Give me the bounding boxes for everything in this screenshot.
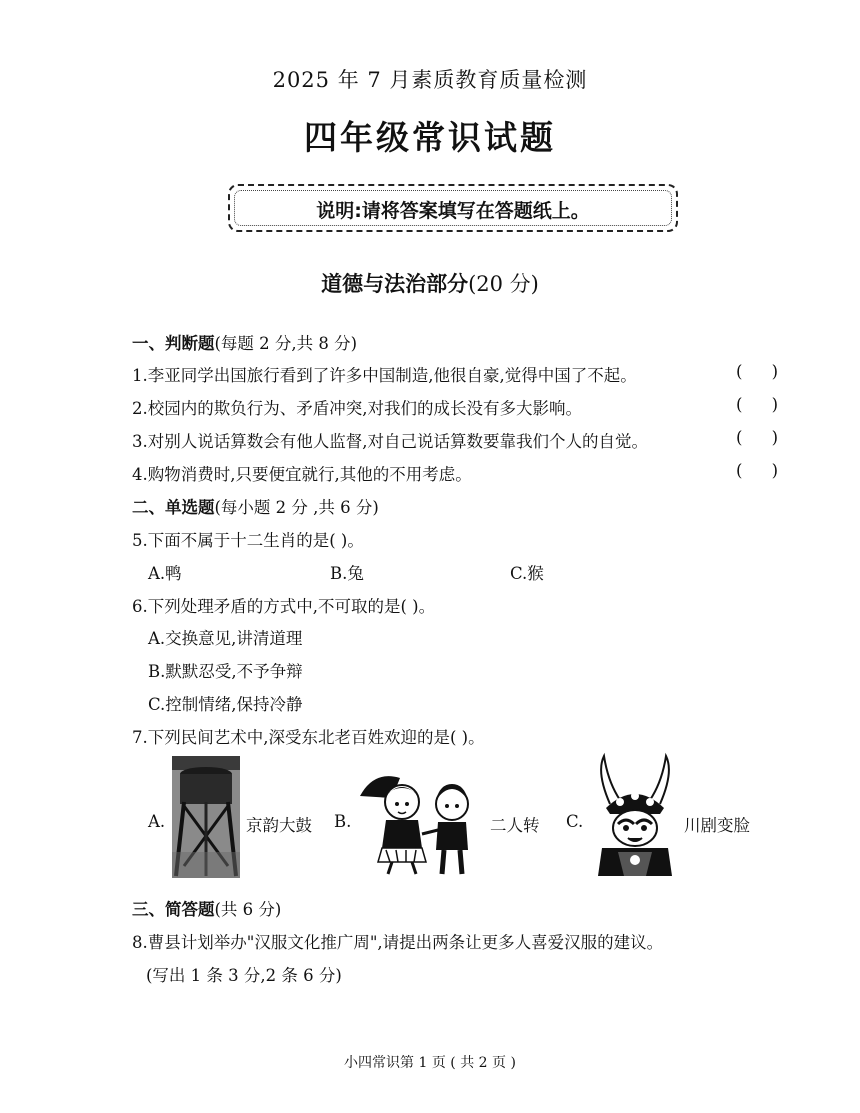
q7-option-c-label: 川剧变脸: [684, 816, 750, 835]
notice-text: 说明:请将答案填写在答题纸上。: [316, 200, 590, 222]
part3-score: (共 6 分): [214, 900, 282, 919]
errenzhuan-dancers-image: [356, 764, 486, 876]
part2-heading-row: [132, 494, 379, 518]
q7-option-a-label: 京韵大鼓: [246, 816, 312, 835]
question-7: 7.下列民间艺术中,深受东北老百姓欢迎的是( )。: [132, 728, 485, 747]
part3-heading: 三、简答题: [132, 900, 215, 919]
question-8-note: (写出 1 条 3 分,2 条 6 分): [146, 966, 342, 985]
paren-close: ): [771, 395, 778, 414]
part2-heading: 二、单选题: [132, 498, 215, 517]
question-3: 3.对别人说话算数会有他人监督,对自己说话算数要靠我们个人的自觉。: [132, 432, 648, 451]
question-5: 5.下面不属于十二生肖的是( )。: [132, 531, 364, 550]
paren-close: ): [771, 428, 778, 447]
page-footer: 小四常识第 1 页 ( 共 2 页 ): [344, 1055, 516, 1071]
paren-open: (: [736, 362, 743, 381]
answer-paren-1[interactable]: [736, 362, 778, 381]
answer-paren-3[interactable]: [736, 428, 778, 447]
paren-open: (: [736, 428, 743, 447]
q7-option-c-letter[interactable]: C.: [566, 812, 584, 831]
section-score: (20 分): [468, 272, 539, 296]
question-8: 8.曹县计划举办"汉服文化推广周",请提出两条让更多人喜爱汉服的建议。: [132, 933, 664, 952]
question-1: 1.李亚同学出国旅行看到了许多中国制造,他很自豪,觉得中国了不起。: [132, 366, 637, 385]
sichuan-opera-mask-image: [590, 752, 680, 878]
q6-option-a[interactable]: A.交换意见,讲清道理: [148, 629, 303, 648]
exam-supertitle: 2025 年 7 月素质教育质量检测: [272, 68, 588, 92]
part1-heading: 一、判断题: [132, 334, 215, 353]
q7-option-b-label: 二人转: [490, 816, 540, 835]
exam-title: 四年级常识试题: [304, 118, 556, 157]
section-title: [0, 268, 860, 298]
question-4: 4.购物消费时,只要便宜就行,其他的不用考虑。: [132, 465, 472, 484]
question-6: 6.下列处理矛盾的方式中,不可取的是( )。: [132, 597, 436, 616]
notice-box: [228, 184, 678, 232]
q5-option-a[interactable]: A.鸭: [148, 564, 182, 583]
question-2: 2.校园内的欺负行为、矛盾冲突,对我们的成长没有多大影响。: [132, 399, 582, 418]
paren-close: ): [771, 362, 778, 381]
part3-heading-row: [132, 896, 281, 920]
q5-option-c[interactable]: C.猴: [510, 564, 544, 583]
paren-open: (: [736, 395, 743, 414]
q7-option-b-letter[interactable]: B.: [334, 812, 352, 831]
q5-option-b[interactable]: B.兔: [330, 564, 364, 583]
q6-option-b[interactable]: B.默默忍受,不予争辩: [148, 662, 303, 681]
answer-paren-4[interactable]: [736, 461, 778, 480]
part2-score: (每小题 2 分 ,共 6 分): [214, 498, 379, 517]
section-title-text: 道德与法治部分: [321, 271, 469, 296]
drum-stand-image: [172, 756, 240, 878]
paren-close: ): [771, 461, 778, 480]
q6-option-c[interactable]: C.控制情绪,保持冷静: [148, 695, 303, 714]
paren-open: (: [736, 461, 743, 480]
part1-heading-row: [132, 330, 357, 354]
q7-option-a-letter[interactable]: A.: [148, 812, 166, 831]
answer-paren-2[interactable]: [736, 395, 778, 414]
part1-score: (每题 2 分,共 8 分): [214, 334, 358, 353]
